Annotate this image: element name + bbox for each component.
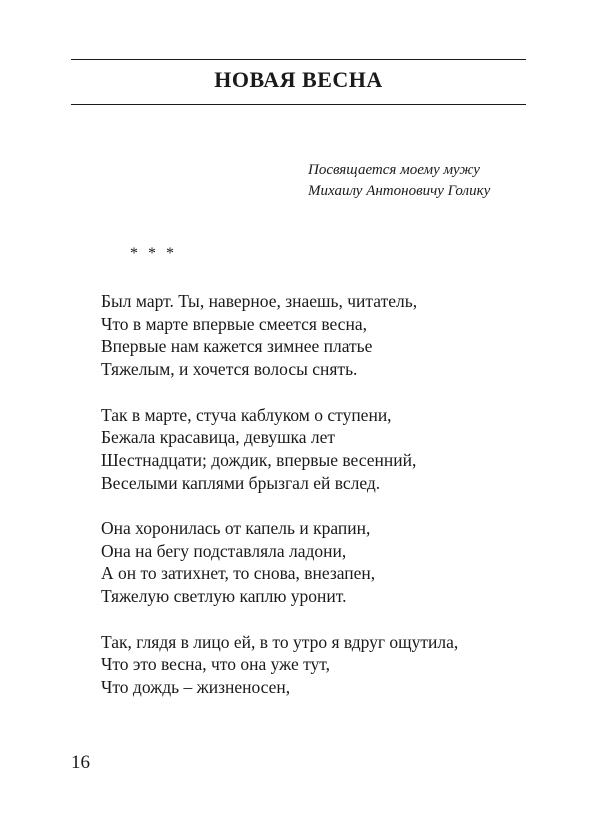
poem-line: Впервые нам кажется зимнее платье (101, 336, 373, 357)
title-bottom-rule (71, 104, 526, 105)
dedication (308, 160, 490, 202)
poem-line: Был март. Ты, наверное, знаешь, читатель, (101, 291, 418, 311)
poem-line: Шестнадцати; дождик, впервые весенний, (101, 449, 417, 470)
dedication-line: Посвящается моему мужу (308, 162, 480, 178)
poem-line: Веселыми каплями брызгал ей вслед. (101, 472, 381, 493)
poem-line: Что дождь – жизненосен, (101, 676, 291, 697)
section-separator: * * * (130, 245, 177, 262)
page-number: 16 (71, 752, 90, 773)
stanza (101, 404, 458, 495)
poem-line: Что в марте впервые смеется весна, (101, 313, 367, 334)
title-top-rule (71, 59, 526, 60)
poem-body (101, 290, 458, 699)
stanza (101, 631, 458, 699)
poem-line: Что это весна, что она уже тут, (101, 654, 330, 675)
poem-line: Она на бегу подставляла ладони, (101, 540, 347, 561)
poem-line: Бежала красавица, девушка лет (101, 427, 336, 448)
dedication-line: Михаилу Антоновичу Голику (308, 183, 491, 199)
poem-line: Тяжелую светлую каплю уронит. (101, 586, 347, 607)
stanza (101, 290, 458, 381)
poem-line: Она хоронилась от капель и крапин, (101, 518, 371, 538)
page-title: НОВАЯ ВЕСНА (214, 67, 383, 92)
stanza (101, 517, 458, 608)
poem-line: А он то затихнет, то снова, внезапен, (101, 563, 376, 584)
poem-line: Так, глядя в лицо ей, в то утро я вдруг ощутила, (101, 631, 459, 652)
poem-line: Так в марте, стуча каблуком о ступени, (101, 404, 392, 425)
poem-line: Тяжелым, и хочется волосы снять. (101, 359, 358, 380)
